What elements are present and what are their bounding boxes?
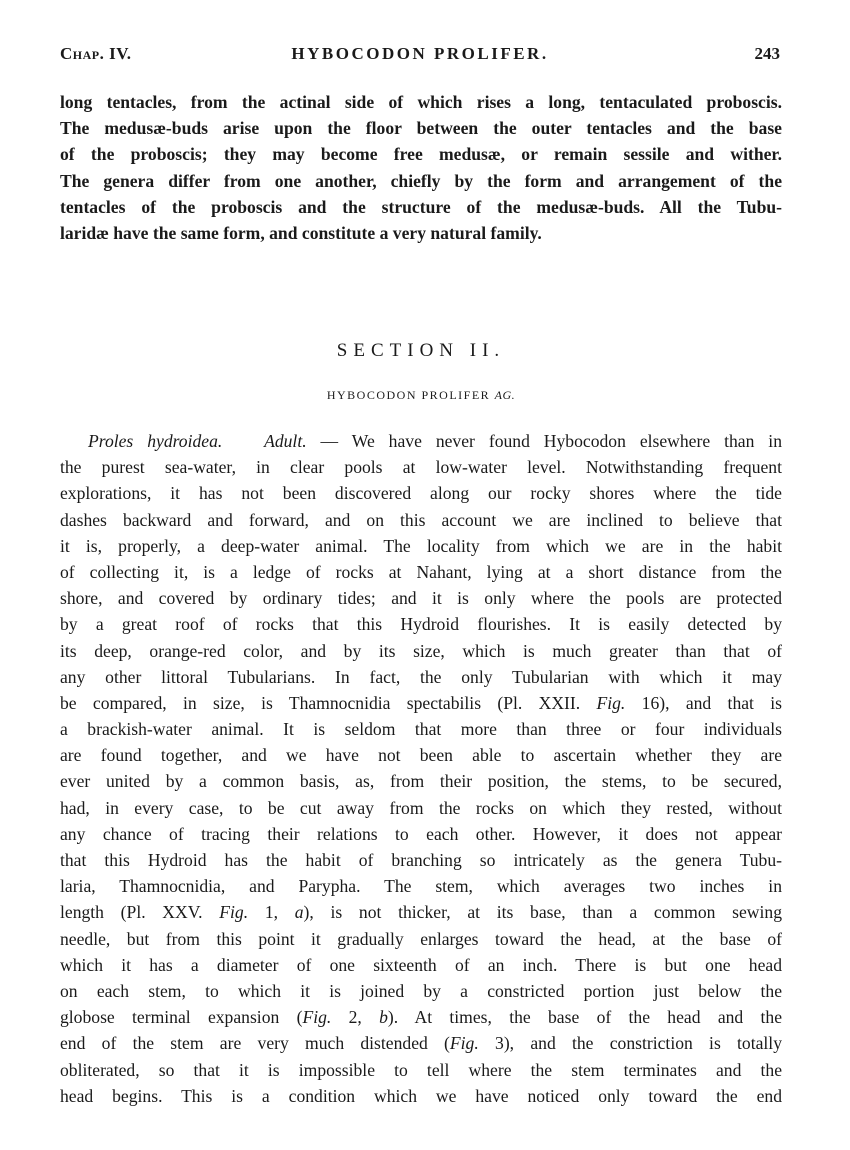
running-title: HYBOCODON PROLIFER. bbox=[291, 44, 549, 63]
page-number: 243 bbox=[754, 44, 780, 63]
text-line: The medusæ-buds arise upon the floor between the outer tentacles and the base bbox=[60, 118, 782, 139]
line-text: length (Pl. XXV. bbox=[60, 902, 203, 923]
text-line: it is, properly, a deep-water animal. The locality from which we are in the habit bbox=[60, 535, 782, 556]
text-line: are found together, and we have not been able to ascertain whether they are bbox=[60, 745, 782, 766]
line-text: 2, bbox=[348, 1007, 362, 1028]
section-subheading bbox=[60, 388, 782, 403]
text-line: of the proboscis; they may become free medusæ, or remain sessile and wither. bbox=[60, 144, 782, 165]
figure-ref: Fig. bbox=[449, 1033, 479, 1054]
text-line: laria, Thamnocnidia, and Parypha. The stem, which averages two inches in bbox=[60, 876, 782, 897]
line-text: ). At times, the base of the head and the bbox=[387, 1007, 783, 1028]
text-line: which it has a diameter of one sixteenth of an inch. There is but one head bbox=[60, 954, 782, 975]
figure-letter: b bbox=[379, 1007, 388, 1028]
line-text: 16), and that is bbox=[641, 692, 782, 713]
figure-ref: Fig. bbox=[219, 902, 249, 923]
text-line: laridæ have the same form, and constitute a very natural family. bbox=[60, 222, 542, 243]
text-line: head begins. This is a condition which we have noticed only toward the end bbox=[60, 1085, 782, 1106]
text-line: needle, but from this point it gradually enlarges toward the head, at the base of bbox=[60, 928, 782, 949]
text-line: a brackish-water animal. It is seldom that more than three or four individuals bbox=[60, 719, 782, 740]
intro-paragraph bbox=[60, 89, 782, 246]
text-line bbox=[60, 1004, 782, 1030]
section-heading: SECTION II. bbox=[336, 340, 506, 361]
main-paragraph bbox=[60, 428, 782, 1109]
line-text: 3), and the constriction is totally bbox=[495, 1033, 782, 1054]
text-line: explorations, it has not been discovered along our rocky shores where the tide bbox=[60, 483, 782, 504]
text-line bbox=[60, 1030, 782, 1056]
line-text: end of the stem are very much distended ( bbox=[60, 1033, 450, 1054]
text-line: any other littoral Tubularians. In fact, the only Tubularian with which it may bbox=[60, 666, 782, 687]
line-text: — We have never found Hybocodon elsewhere than in bbox=[320, 431, 782, 451]
text-line: by a great roof of rocks that this Hydroid flourishes. It is easily detected by bbox=[60, 614, 782, 635]
text-line: had, in every case, to be cut away from the rocks on which they rested, without bbox=[60, 797, 782, 818]
text-line bbox=[60, 690, 782, 716]
line-text: 1, bbox=[264, 902, 279, 923]
chapter-label: Chap. IV. bbox=[60, 44, 132, 63]
text-line: the purest sea-water, in clear pools at low-water level. Notwithstanding frequent bbox=[60, 457, 782, 478]
text-line: dashes backward and forward, and on this account we are inclined to believe that bbox=[60, 509, 782, 530]
line-text: be compared, in size, is Thamnocnidia spectabilis (Pl. XXII. bbox=[60, 692, 581, 713]
text-line bbox=[60, 428, 782, 454]
text-line: its deep, orange-red color, and by its size, which is much greater than that of bbox=[60, 640, 782, 661]
line-text: globose terminal expansion ( bbox=[60, 1007, 303, 1028]
lead-term: Proles hydroidea. bbox=[88, 431, 223, 451]
line-text: ), is not thicker, at its base, than a common sewing bbox=[303, 902, 782, 923]
text-line: any chance of tracing their relations to each other. However, it does not appear bbox=[60, 823, 782, 844]
lead-term: Adult. bbox=[264, 431, 307, 451]
running-head bbox=[60, 44, 780, 70]
author-abbrev: AG. bbox=[494, 388, 516, 402]
figure-ref: Fig. bbox=[302, 1007, 332, 1028]
text-line: shore, and covered by ordinary tides; and it is only where the pools are protected bbox=[60, 588, 782, 609]
text-line bbox=[60, 899, 782, 925]
text-line: of collecting it, is a ledge of rocks at Nahant, lying at a short distance from the bbox=[60, 561, 782, 582]
text-line: that this Hydroid has the habit of branching so intricately as the genera Tubu- bbox=[60, 850, 782, 870]
text-line: tentacles of the proboscis and the structure of the medusæ-buds. All the Tubu- bbox=[60, 196, 782, 217]
species-name: HYBOCODON PROLIFER bbox=[326, 388, 491, 402]
text-line: long tentacles, from the actinal side of which rises a long, tentaculated proboscis. bbox=[60, 92, 782, 112]
text-line: on each stem, to which it is joined by a constricted portion just below the bbox=[60, 980, 782, 1001]
figure-ref: Fig. bbox=[596, 692, 626, 713]
text-line: The genera differ from one another, chiefly by the form and arrangement of the bbox=[60, 170, 782, 191]
text-line: ever united by a common basis, as, from their position, the stems, to be secured, bbox=[60, 771, 782, 792]
figure-letter: a bbox=[294, 902, 304, 923]
text-line: obliterated, so that it is impossible to tell where the stem terminates and the bbox=[60, 1059, 782, 1080]
